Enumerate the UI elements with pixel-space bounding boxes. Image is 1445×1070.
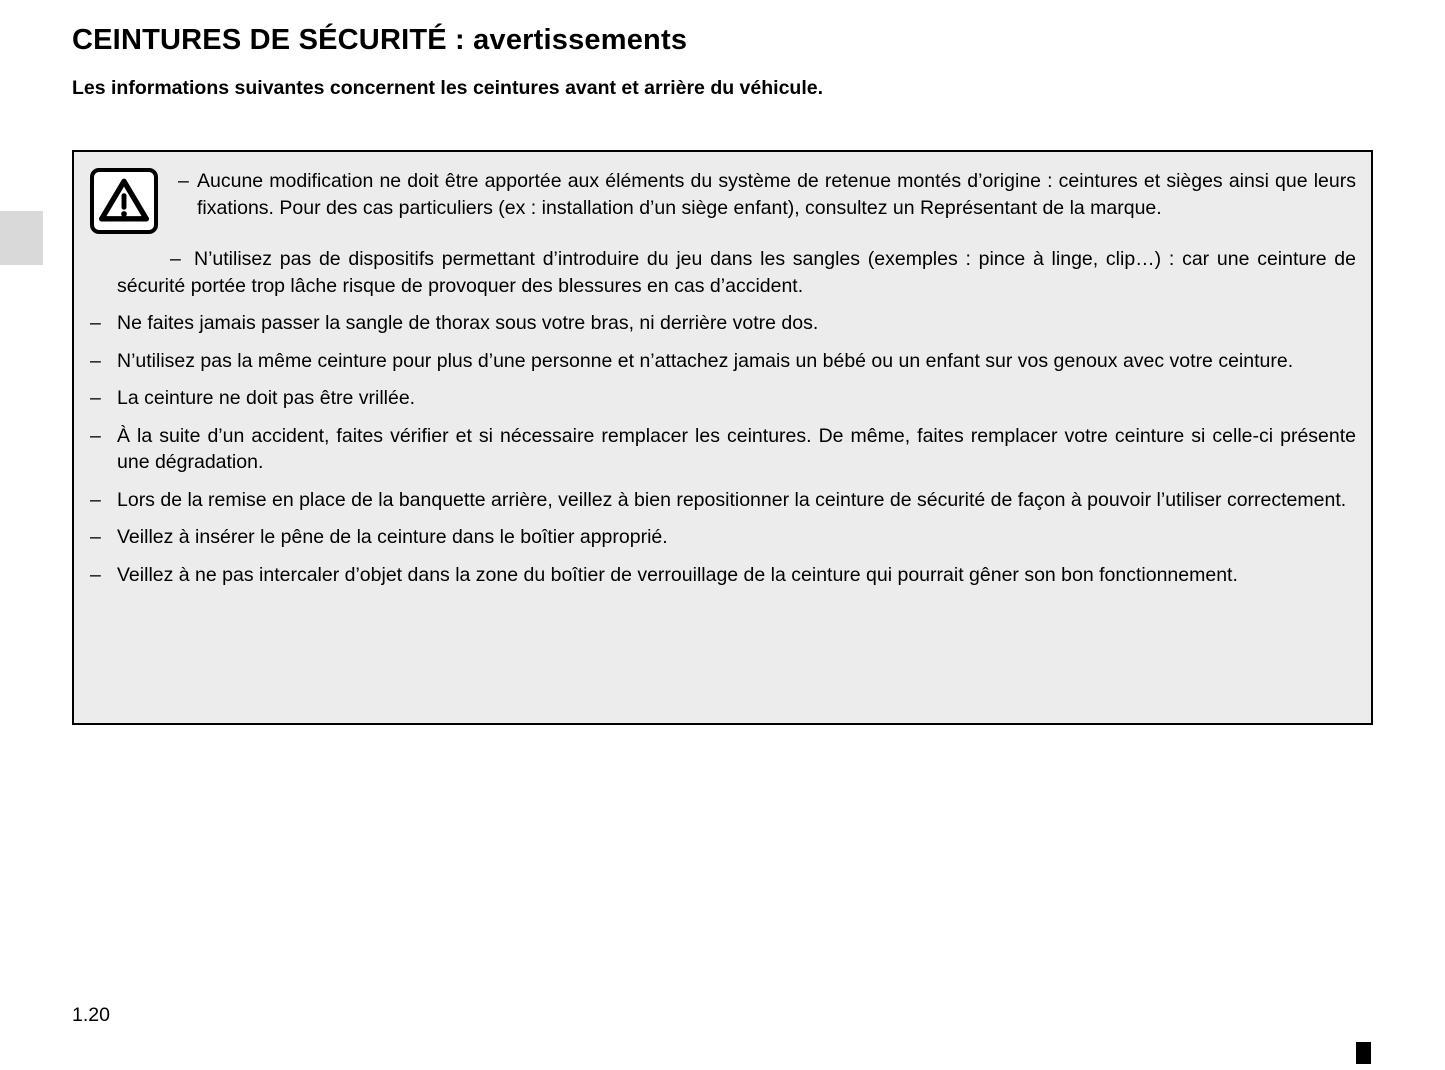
warning-item-text: À la suite d’un accident, faites vérifier et si nécessaire remplacer les ceintures. De même, faites remplacer votre ceinture si celle-ci présente une dégradation. xyxy=(117,424,1356,473)
warning-item-text: N’utilisez pas la même ceinture pour plus d’une personne et n’attachez jamais un bébé ou un enfant sur vos genoux avec votre ceinture. xyxy=(117,349,1294,372)
list-dash: – xyxy=(90,488,101,511)
warning-item xyxy=(90,423,1356,476)
warning-item-text: La ceinture ne doit pas être vrillée. xyxy=(117,387,416,409)
warning-item-text: Aucune modification ne doit être apportée aux éléments du système de retenue montés d’origine : ceintures et sièges ainsi que leurs fixations. Pour des cas particuliers (ex : installation d’un siège enfant), consultez un Représentant de la marque. xyxy=(197,170,1356,219)
list-dash: – xyxy=(170,248,181,270)
warning-item xyxy=(90,348,1356,375)
warning-item xyxy=(90,246,1356,299)
warning-item-text: Lors de la remise en place de la banquette arrière, veillez à bien repositionner la ceinture de sécurité de façon à pouvoir l’utiliser correctement. xyxy=(117,488,1347,511)
warning-box xyxy=(72,150,1373,725)
list-dash: – xyxy=(90,526,101,548)
warning-item xyxy=(90,385,1356,412)
warning-triangle-icon xyxy=(90,168,158,234)
list-dash: – xyxy=(178,170,189,192)
page-title: CEINTURES DE SÉCURITÉ : avertissements xyxy=(72,24,688,56)
warning-item-text: Veillez à ne pas intercaler d’objet dans la zone du boîtier de verrouillage de la ceinture qui pourrait gêner son bon fonctionnement. xyxy=(117,563,1238,586)
warning-item xyxy=(90,310,1356,337)
list-dash: – xyxy=(90,424,101,447)
corner-mark xyxy=(1356,1042,1371,1064)
warning-item xyxy=(178,168,1356,221)
warning-item xyxy=(90,487,1356,514)
warning-item-text: Ne faites jamais passer la sangle de thorax sous votre bras, ni derrière votre dos. xyxy=(117,312,819,334)
page-number: 1.20 xyxy=(72,1004,110,1026)
list-dash: – xyxy=(90,312,101,334)
page-subtitle: Les informations suivantes concernent les ceintures avant et arrière du véhicule. xyxy=(72,77,824,99)
warning-item-text: N’utilisez pas de dispositifs permettant d’introduire du jeu dans les sangles (exemples : pince à linge, clip…) : car une ceinture de sécurité portée trop lâche risque de provoquer des blessures en cas d’accident. xyxy=(117,248,1356,297)
warning-item-text: Veillez à insérer le pêne de la ceinture dans le boîtier approprié. xyxy=(117,526,668,548)
section-edge-tab xyxy=(0,211,43,265)
warning-item-row xyxy=(90,168,1356,234)
list-dash: – xyxy=(90,387,101,409)
warning-item xyxy=(90,524,1356,551)
list-dash: – xyxy=(90,563,101,586)
list-dash: – xyxy=(90,349,101,372)
warning-item xyxy=(90,562,1356,589)
